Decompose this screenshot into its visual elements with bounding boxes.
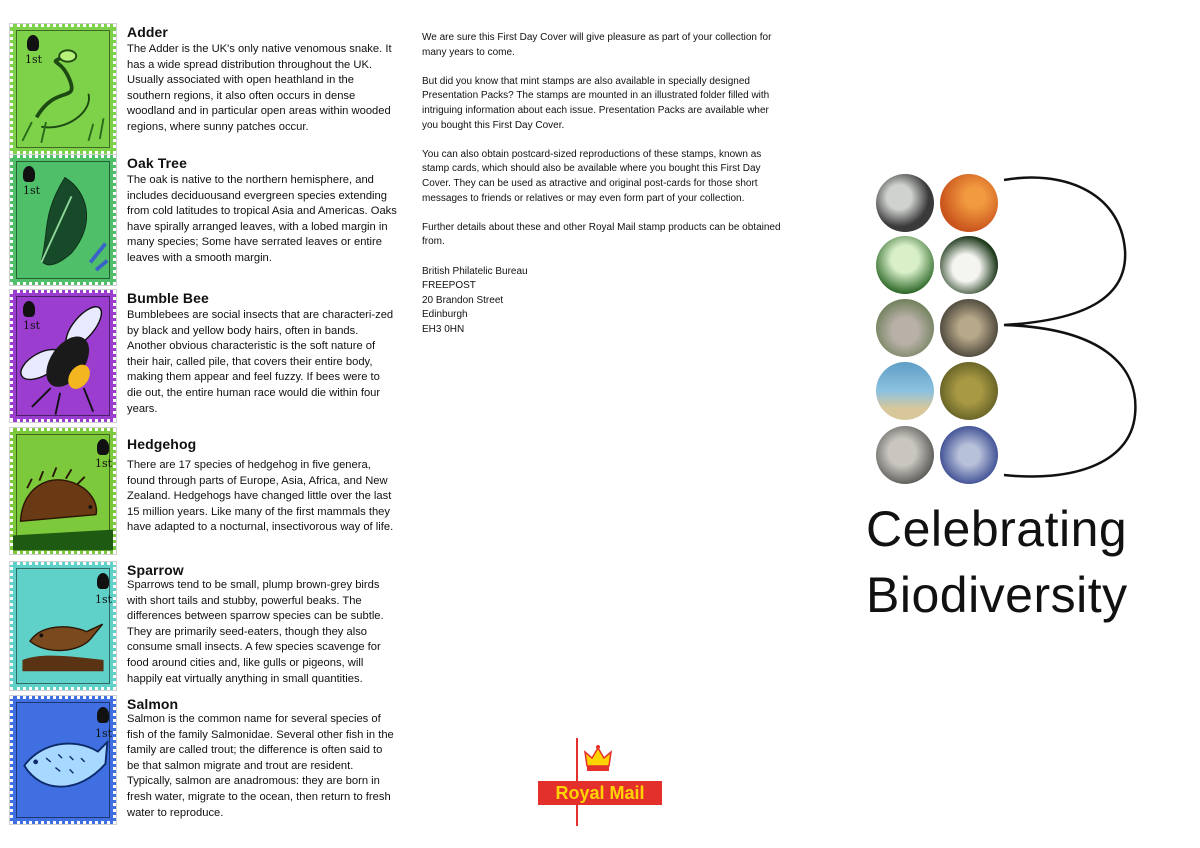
royal-mail-wordmark: Royal Mail — [538, 781, 662, 805]
gull-photo — [876, 426, 934, 484]
crown-icon — [583, 744, 613, 776]
sparrow-stamp: 1st — [10, 562, 116, 690]
tree-photo — [876, 236, 934, 294]
hedgehog-stamp: 1st — [10, 428, 116, 554]
salmon-stamp: 1st — [10, 696, 116, 824]
entry-text: Bumblebees are social insects that are characteri-zed by black and yellow body hairs, often in bands. Another obvious characteristic is the soft nature of their hair, called pile, that covers their entire body, making them appear and feel fuzzy. If bees were to die out, the entire human race would die within four years. — [127, 309, 394, 415]
entry-title: Hedgehog — [127, 436, 197, 452]
entry-text: Salmon is the common name for several species of fish of the family Salmonidae. Several other fish in the family are called trout; the difference is often said to be that salmon migrate and trout are resident. Typically, salmon are anadromous: they are born in fresh water, migrate to the ocean, then return to fresh water to reproduce. — [127, 713, 394, 819]
species-entry-sparrow — [10, 562, 390, 690]
postal-address — [422, 265, 782, 338]
oak-tree-stamp: 1st — [10, 155, 116, 285]
info-column — [422, 31, 782, 337]
species-entry-salmon — [10, 696, 394, 824]
address-line: British Philatelic Bureau — [422, 265, 528, 277]
rabbit-photo — [876, 299, 934, 357]
cover-title-line-1: Celebrating — [866, 501, 1128, 557]
info-paragraph: We are sure this First Day Cover will give pleasure as part of your collection for many years to come. — [422, 32, 772, 58]
address-line: FREEPOST — [422, 280, 476, 292]
number-three-graphic — [990, 170, 1160, 490]
royal-mail-logo — [538, 738, 662, 826]
entry-title: Bumble Bee — [127, 290, 209, 306]
info-paragraph: You can also obtain postcard-sized reproductions of these stamps, known as stamp cards, which should also be available where you bought this First Day Cover. They can be used as atractive and original post-cards for those short messages to friends or relatives or may even form part of your collection. — [422, 148, 762, 204]
entry-text: There are 17 species of hedgehog in five genera, found through parts of Europe, Asia, Africa, and New Zealand. Hedgehogs have changed little over the last 15 million years. Like many of the first mammals they have adapted to a nocturnal, insectivorous way of life. — [127, 459, 394, 534]
address-line: Edinburgh — [422, 309, 468, 321]
species-entry-hedgehog — [10, 428, 394, 554]
info-paragraph: But did you know that mint stamps are also available in specially designed Presentation Packs? The stamps are mounted in an illustrated folder filled with intriguing information about each issue. Presentation Packs are available wher you bought this First Day Cover. — [422, 75, 770, 131]
cover-title-line-2: Biodiversity — [866, 567, 1128, 623]
entry-title: Salmon — [127, 696, 179, 712]
info-paragraph: Further details about these and other Royal Mail stamp products can be obtained from. — [422, 221, 781, 248]
entry-title: Adder — [127, 24, 168, 40]
species-entry-adder — [10, 24, 390, 154]
sea-photo — [876, 362, 934, 420]
species-entry-oak-tree — [10, 155, 397, 285]
address-line: EH3 0HN — [422, 323, 465, 335]
entry-text: The Adder is the UK's only native venomous snake. It has a wide spread distribution throughout the UK. Usually associated with open heathland in the southern regions, it also often occurs in dense woodland and in particular open areas within wooded regions, where sunny patches occur. — [127, 43, 392, 133]
photo-circle-grid — [876, 174, 1000, 486]
bumble-bee-stamp: 1st — [10, 290, 116, 422]
flower-photo — [876, 174, 934, 232]
species-entry-bumble-bee — [10, 290, 394, 422]
entry-title: Sparrow — [127, 562, 184, 578]
adder-stamp: 1st — [10, 24, 116, 154]
entry-text: Sparrows tend to be small, plump brown-grey birds with short tails and stubby, powerful beaks. The differences between sparrow species can be subtle. They are primarily seed-eaters, though they also consume small insects. A few species scavenge for food around cities and, like gulls or pigeons, will happily eat virtually anything in small quantities. — [127, 579, 384, 685]
address-line: 20 Brandon Street — [422, 294, 504, 306]
entry-title: Oak Tree — [127, 155, 187, 171]
entry-text: The oak is native to the northern hemisphere, and includes deciduousand evergreen species extending from cold latitudes to tropical Asia and Americas. Oaks have spirally arranged leaves, with a lobed margin in many species; Some have serrated leaves or entire leaves with a smooth margin. — [127, 174, 397, 264]
